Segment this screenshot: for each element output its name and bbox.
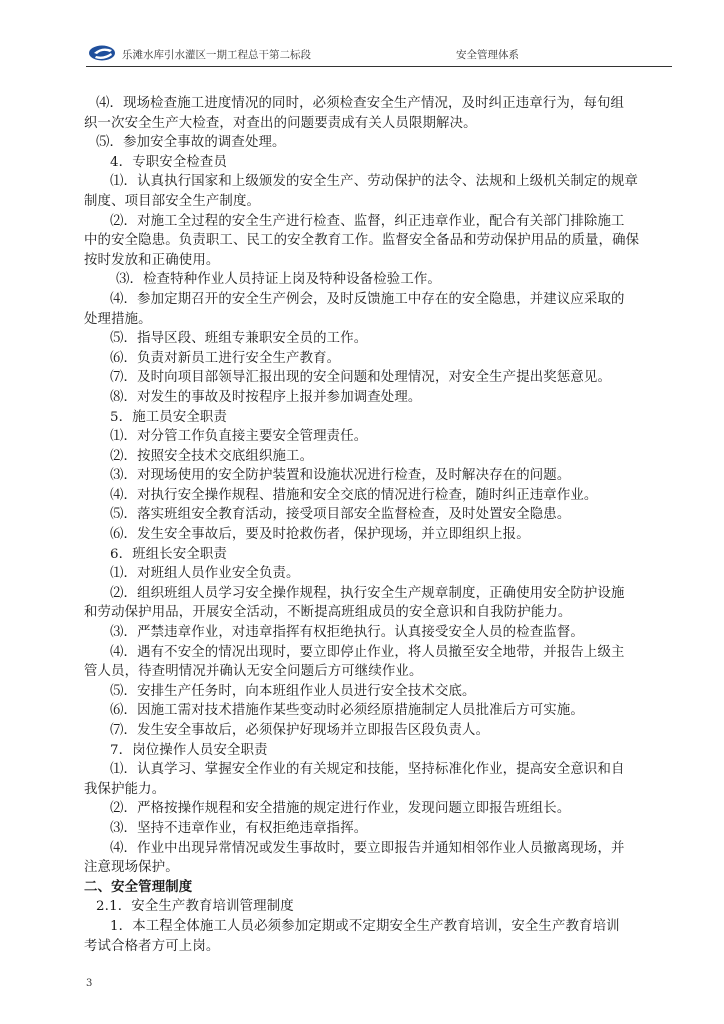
body-line: 注意现场保护。 [84,860,179,876]
body-line: ⑴．认真执行国家和上级颁发的安全生产、劳动保护的法令、法规和上级机关制定的规章 [110,174,639,190]
page-number: 3 [86,978,93,989]
body-line: ⑶．严禁违章作业，对违章指挥有权拒绝执行。认真接受安全人员的检查监督。 [110,625,584,641]
body-line: ⑵．组织班组人员学习安全操作规程，执行安全生产规章制度，正确使用安全防护设施 [110,585,625,601]
body-line: 和劳动保护用品，开展安全活动，不断提高班组成员的安全意识和自我防护能力。 [84,605,572,621]
body-line: 织一次安全生产大检查，对查出的问题要责成有关人员限期解决。 [84,115,477,131]
body-line: 1．本工程全体施工人员必须参加定期或不定期安全生产教育培训，安全生产教育培训 [110,918,620,934]
body-line: ⑹．因施工需对技术措施作某些变动时必须经原措施制定人员批准后方可实施。 [110,703,584,719]
body-line: ⑶．坚持不违章作业，有权拒绝违章指挥。 [110,820,368,836]
body-line: 按时发放和正确使用。 [84,252,220,268]
body-line: ⑶．对现场使用的安全防护装置和设施状况进行检查，及时解决存在的问题。 [110,468,571,484]
page-header [86,40,672,67]
body-line: ⑷．对执行安全操作规程、措施和安全交底的情况进行检查，随时纠正违章作业。 [110,487,598,503]
subsection-heading: 2.1．安全生产教育培训管理制度 [96,899,294,915]
company-logo-icon [88,44,118,62]
body-line: ⑸．落实班组安全教育活动，接受项目部安全监督检查，及时处置安全隐患。 [110,507,571,523]
body-line: ⑷．遇有不安全的情况出现时，要立即停止作业，将人员撤至安全地带，并报告上级主 [110,644,625,660]
body-line: ⑻．对发生的事故及时按程序上报并参加调查处理。 [110,389,422,405]
body-line: 管人员，待查明情况并确认无安全问题后方可继续作业。 [84,664,423,680]
body-line: ⑹．发生安全事故后，要及时抢救伤者，保护现场，并立即组织上报。 [110,527,530,543]
body-line: ⑸．安排生产任务时，向本班组作业人员进行安全技术交底。 [110,683,476,699]
body-line: 考试合格者方可上岗。 [84,938,220,954]
section-heading: 二、安全管理制度 [84,879,193,895]
body-line: ⑵．对施工全过程的安全生产进行检查、监督，纠正违章作业，配合有关部门排除施工 [110,213,625,229]
subsection-heading: 4．专职安全检查员 [110,154,227,170]
body-line: 中的安全隐患。负责职工、民工的安全教育工作。监督安全备品和劳动保护用品的质量，确保 [84,233,640,249]
body-line: 处理措施。 [84,311,152,327]
body-line: ⑷．作业中出现异常情况或发生事故时，要立即报告并通知相邻作业人员撤离现场，并 [110,840,625,856]
body-line: ⑷．现场检查施工进度情况的同时，必须检查安全生产情况，及时纠正违章行为，每旬组 [96,96,625,111]
header-title: 乐滩水库引水灌区一期工程总干第二标段 [122,49,311,61]
body-line: ⑸．参加安全事故的调查处理。 [96,135,286,151]
subsection-heading: 6．班组长安全职责 [110,546,227,562]
header-section: 安全管理体系 [456,49,519,61]
body-line: ⑴．对班组人员作业安全负责。 [110,566,300,582]
body-line: ⑸．指导区段、班组专兼职安全员的工作。 [110,331,368,347]
body-line: ⑴．对分管工作负直接主要安全管理责任。 [110,429,368,445]
body-line: ⑵．按照安全技术交底组织施工。 [110,448,314,464]
body-line: ⑶．检查特种作业人员持证上岗及特种设备检验工作。 [116,272,441,288]
body-line: ⑹．负责对新员工进行安全生产教育。 [110,350,341,366]
document-body [84,94,672,956]
body-line: 制度、项目部安全生产制度。 [84,193,261,209]
body-line: ⑵．严格按操作规程和安全措施的规定进行作业，发现问题立即报告班组长。 [110,801,571,817]
body-line: 我保护能力。 [84,781,166,797]
body-line: ⑴．认真学习、掌握安全作业的有关规定和技能，坚持标准化作业，提高安全意识和自 [110,762,625,778]
body-line: ⑺．及时向项目部领导汇报出现的安全问题和处理情况，对安全生产提出奖惩意见。 [110,370,612,386]
body-line: ⑷．参加定期召开的安全生产例会，及时反馈施工中存在的安全隐患，并建议应采取的 [110,291,625,307]
subsection-heading: 5．施工员安全职责 [110,409,227,425]
body-line: ⑺．发生安全事故后，必须保护好现场并立即报告区段负责人。 [110,723,490,738]
subsection-heading: 7．岗位操作人员安全职责 [110,742,268,758]
